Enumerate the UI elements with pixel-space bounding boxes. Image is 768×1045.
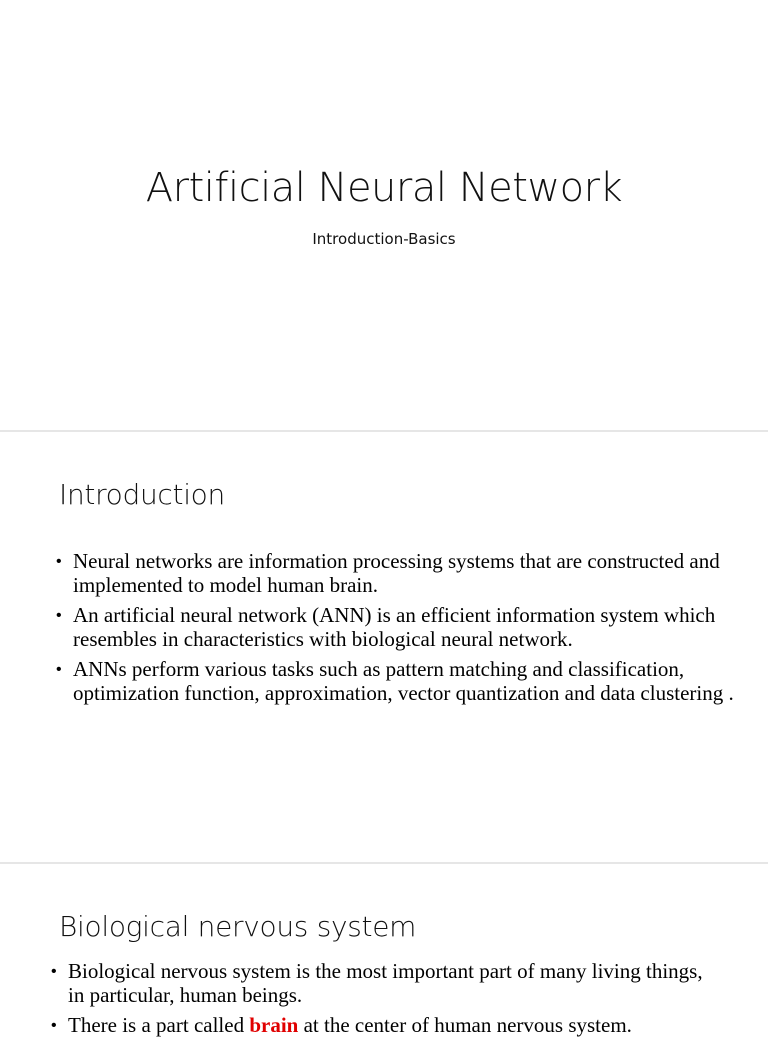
highlighted-word: brain bbox=[249, 1013, 299, 1037]
bullet-item: • Neural networks are information processing systems that are constructed and implemented to model human brain. bbox=[56, 550, 746, 597]
slide-subtitle: Introduction-Basics bbox=[312, 230, 456, 248]
slide-title-text: Artificial Neural Network bbox=[145, 165, 623, 211]
bullet-text: at the center of human nervous system. bbox=[298, 1013, 632, 1037]
bullet-item-partial bbox=[51, 1014, 711, 1038]
bullet-text: There is a part called bbox=[68, 1013, 250, 1037]
bullet-item: • ANNs perform various tasks such as pattern matching and classification, optimization function, approximation, vector quantization and data clustering . bbox=[56, 658, 746, 705]
slide-introduction bbox=[0, 432, 768, 862]
slide-heading: Biological nervous system bbox=[59, 910, 417, 943]
slide-heading: Introduction bbox=[59, 478, 225, 511]
bullet-list bbox=[51, 960, 711, 1045]
bullet-list bbox=[56, 550, 746, 712]
slide-biological-nervous-system bbox=[0, 864, 768, 1037]
bullet-item: • Biological nervous system is the most important part of many living things, in particular, human beings. bbox=[51, 960, 711, 1007]
slide-title bbox=[0, 0, 768, 430]
bullet-item: • An artificial neural network (ANN) is an efficient information system which resembles in characteristics with biological neural network. bbox=[56, 604, 746, 651]
